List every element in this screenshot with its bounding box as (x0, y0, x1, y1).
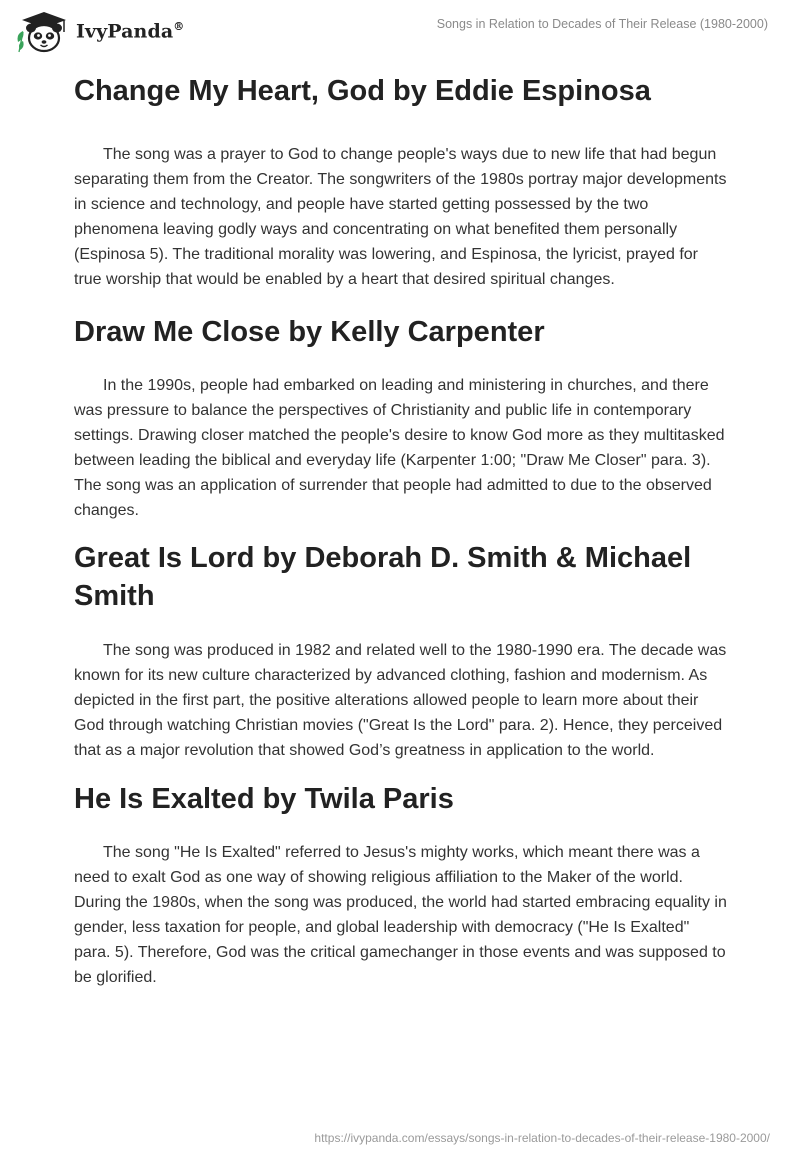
section-he-is-exalted (74, 780, 728, 990)
brand-name: IvyPanda® (76, 19, 185, 43)
section-paragraph: The song was a prayer to God to change people's ways due to new life that had begun separating them from the Creator. The songwriters of the 1980s portray major developments in science and technology, and people have started getting possessed by the two phenomena leaving godly ways and concentrating on what benefited them personally (Espinosa 5). The traditional morality was lowering, and Espinosa, the lyricist, prayed for true worship that would be enabled by a heart that desired spiritual changes. (74, 146, 727, 288)
section-heading: Draw Me Close by Kelly Carpenter (74, 316, 545, 348)
section-paragraph: The song was produced in 1982 and related well to the 1980-1990 era. The decade was known for its new culture characterized by advanced clothing, fashion and modernism. As depicted in the first part, the positive alterations allowed people to learn more about their God through watching Christian movies ("Great Is the Lord" para. 2). Hence, they perceived that as a major revolution that showed God’s greatness in application to the world. (74, 642, 727, 759)
registered-mark: ® (173, 19, 185, 33)
section-heading: Great Is Lord by Deborah D. Smith & Michael Smith (74, 542, 692, 612)
section-heading: He Is Exalted by Twila Paris (74, 783, 454, 815)
panda-logo-icon (14, 8, 70, 54)
source-url-link[interactable]: https://ivypanda.com/essays/songs-in-relation-to-decades-of-their-release-1980-2000/ (314, 1131, 770, 1145)
section-paragraph: The song "He Is Exalted" referred to Jesus's mighty works, which meant there was a need to exalt God as one way of showing religious affiliation to the Maker of the world. During the 1980s, when the song was produced, the world had started embracing equality in gender, less taxation for people, and global leadership with democracy ("He Is Exalted" para. 5). Therefore, God was the critical gamechanger in those events and was supposed to be glorified. (74, 844, 727, 986)
section-paragraph: In the 1990s, people had embarked on leading and ministering in churches, and there was pressure to balance the perspectives of Christianity and public life in contemporary settings. Drawing closer matched the people's desire to know God more as they multitasked between leading the biblical and everyday life (Karpenter 1:00; "Draw Me Closer" para. 3). The song was an application of surrender that people had admitted to due to the observed changes. (74, 377, 725, 519)
section-heading: Change My Heart, God by Eddie Espinosa (74, 75, 651, 107)
section-change-my-heart (74, 72, 728, 292)
section-great-is-lord (74, 539, 728, 763)
essay-content (74, 70, 728, 990)
page-header (0, 0, 800, 60)
section-draw-me-close (74, 313, 728, 523)
ivypanda-logo[interactable] (14, 8, 184, 54)
document-title: Songs in Relation to Decades of Their Release (1980-2000) (436, 17, 768, 31)
